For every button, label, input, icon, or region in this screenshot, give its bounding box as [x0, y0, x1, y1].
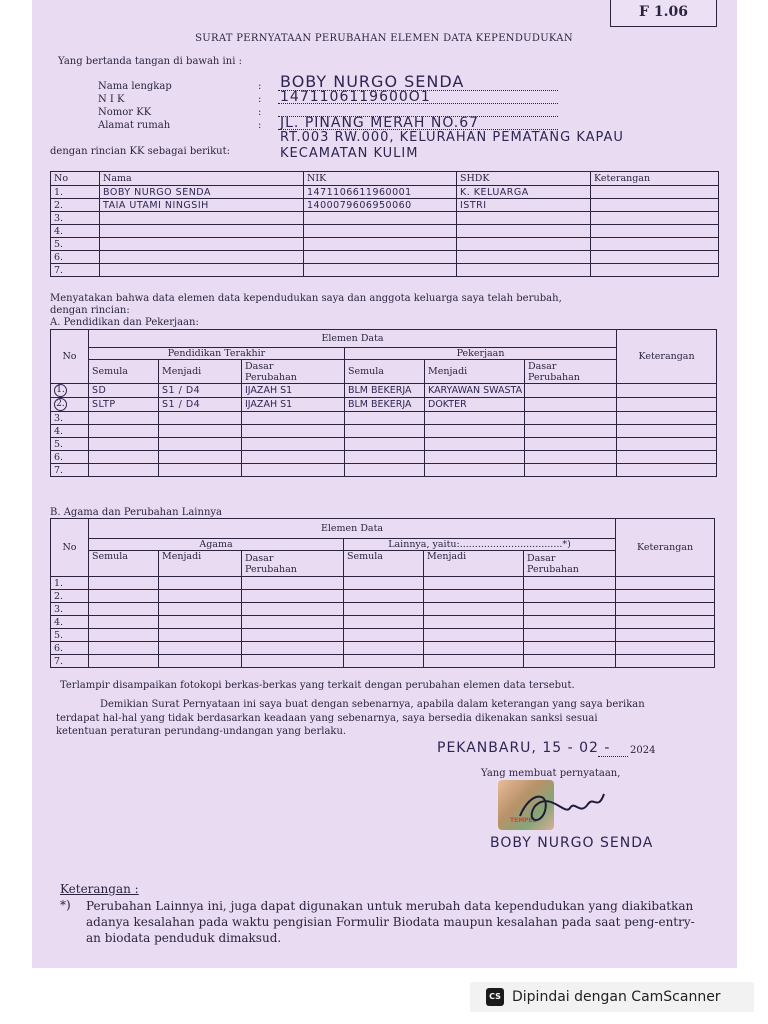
colon: :	[258, 94, 262, 105]
b-header-elemen: Elemen Data	[89, 519, 616, 539]
table-row	[51, 590, 715, 603]
section-a-title: A. Pendidikan dan Pekerjaan:	[50, 317, 199, 328]
kk-nik: 1400079606950060	[304, 199, 457, 212]
table-row	[51, 251, 719, 264]
document-title: SURAT PERNYATAAN PERUBAHAN ELEMEN DATA KEPENDUDUKAN	[195, 33, 573, 44]
a-dasar: IJAZAH S1	[242, 398, 345, 412]
closing-line-1: Demikian Surat Pernyataan ini saya buat dengan sebenarnya, apabila dalam keterangan yang saya berikan	[100, 699, 645, 710]
a-no: 4.	[51, 425, 89, 438]
b-no: 3.	[51, 603, 89, 616]
label-nik: N I K	[98, 94, 125, 105]
place-date: PEKANBARU, 15 - 02 -	[437, 740, 611, 756]
table-row	[51, 629, 715, 642]
table-row	[51, 238, 719, 251]
table-row	[51, 398, 717, 412]
a-header-elemen: Elemen Data	[89, 330, 617, 348]
kk-no: 2.	[51, 199, 100, 212]
a-header-semula: Semula	[345, 360, 425, 384]
a-header-menjadi: Menjadi	[425, 360, 525, 384]
value-alamat-3: KECAMATAN KULIM	[280, 146, 419, 161]
a-semula: SLTP	[89, 398, 159, 412]
b-header-dasar: Dasar	[245, 552, 274, 564]
b-header-semula: Semula	[344, 551, 424, 577]
table-row	[51, 186, 719, 199]
table-row	[51, 412, 717, 425]
table-row	[51, 655, 715, 668]
value-nik: 1471106119600O1	[280, 89, 431, 105]
kk-no: 6.	[51, 251, 100, 264]
section-b-title: B. Agama dan Perubahan Lainnya	[50, 507, 222, 518]
a-no: 7.	[51, 464, 89, 477]
kk-header-no: No	[51, 172, 100, 186]
camscanner-text: Dipindai dengan CamScanner	[512, 989, 721, 1005]
a-dasar	[525, 384, 617, 398]
kk-table	[50, 171, 719, 277]
label-nama: Nama lengkap	[98, 81, 172, 92]
b-header-no: No	[51, 519, 89, 577]
a-header-semula: Semula	[89, 360, 159, 384]
table-row	[51, 642, 715, 655]
table-row	[51, 425, 717, 438]
table-row	[51, 603, 715, 616]
a-menjadi: S1 / D4	[159, 384, 242, 398]
a-no: 5.	[51, 438, 89, 451]
a-semula: BLM BEKERJA	[345, 384, 425, 398]
kk-no: 7.	[51, 264, 100, 277]
table-row	[51, 225, 719, 238]
camscanner-badge	[470, 982, 754, 1012]
kk-nama: BOBY NURGO SENDA	[100, 186, 304, 199]
section-a-table	[50, 329, 717, 477]
b-header-dasar: Dasar	[527, 552, 556, 564]
b-no: 5.	[51, 629, 89, 642]
section-b-table	[50, 518, 715, 668]
footnote-mark: *)	[60, 898, 71, 912]
value-alamat-2: RT.003 RW.000, KELURAHAN PEMATANG KAPAU	[280, 130, 624, 145]
a-header-dasar: Dasar	[245, 360, 274, 372]
form-code: F 1.06	[610, 0, 717, 27]
b-no: 1.	[51, 577, 89, 590]
statement-line-1: Menyatakan bahwa data elemen data kependudukan saya dan anggota keluarga saya telah berubah,	[50, 293, 562, 304]
kk-shdk: K. KELUARGA	[457, 186, 591, 199]
b-header-semula: Semula	[89, 551, 159, 577]
stamp-label: TEMPEL	[510, 817, 537, 824]
row-number-circled: 1.	[54, 384, 67, 397]
a-menjadi: KARYAWAN SWASTA	[425, 384, 525, 398]
kk-no: 1.	[51, 186, 100, 199]
keterangan-label: Keterangan :	[60, 882, 139, 896]
colon: :	[258, 81, 262, 92]
kk-shdk: ISTRI	[457, 199, 591, 212]
kk-header-shdk: SHDK	[457, 172, 591, 186]
b-header-lainnya: Lainnya, yaitu:..................................*)	[344, 539, 616, 551]
kk-ket	[591, 186, 719, 199]
a-semula: SD	[89, 384, 159, 398]
a-header-pendidikan: Pendidikan Terakhir	[89, 348, 345, 360]
intro-text: Yang bertanda tangan di bawah ini :	[58, 56, 242, 67]
signature-scribble	[510, 786, 610, 836]
a-menjadi: S1 / D4	[159, 398, 242, 412]
table-row	[51, 212, 719, 225]
closing-line-3: ketentuan peraturan perundang-undangan yang berlaku.	[56, 726, 347, 737]
table-row	[51, 438, 717, 451]
a-header-dasar: Dasar	[528, 360, 557, 372]
table-row	[51, 464, 717, 477]
b-header-perubahan: Perubahan	[527, 563, 579, 575]
b-no: 4.	[51, 616, 89, 629]
kk-no: 3.	[51, 212, 100, 225]
a-header-menjadi: Menjadi	[159, 360, 242, 384]
b-no: 6.	[51, 642, 89, 655]
attached-note: Terlampir disampaikan fotokopi berkas-berkas yang terkait dengan perubahan elemen data tersebut.	[60, 680, 575, 691]
kk-no: 4.	[51, 225, 100, 238]
a-header-pekerjaan: Pekerjaan	[345, 348, 617, 360]
a-header-keterangan: Keterangan	[617, 330, 717, 384]
b-header-menjadi: Menjadi	[159, 551, 242, 577]
a-header-no: No	[51, 330, 89, 384]
a-menjadi: DOKTER	[425, 398, 525, 412]
colon: :	[258, 120, 262, 131]
year: 2024	[630, 745, 656, 756]
a-no: 6.	[51, 451, 89, 464]
table-row	[51, 199, 719, 212]
kk-nik: 1471106611960001	[304, 186, 457, 199]
kk-header-keterangan: Keterangan	[591, 172, 719, 186]
label-alamat: Alamat rumah	[98, 120, 171, 131]
kk-ket	[591, 199, 719, 212]
a-semula: BLM BEKERJA	[345, 398, 425, 412]
a-dasar: IJAZAH S1	[242, 384, 345, 398]
a-ket	[617, 384, 717, 398]
b-header-perubahan: Perubahan	[245, 563, 297, 575]
kk-header-nama: Nama	[100, 172, 304, 186]
signer-label: Yang membuat pernyataan,	[481, 768, 621, 779]
a-header-perubahan: Perubahan	[245, 371, 297, 383]
table-row	[51, 451, 717, 464]
closing-line-2: terdapat hal-hal yang tidak berdasarkan keadaan yang sebenarnya, saya bersedia dikenakan sanksi sesuai	[56, 713, 598, 724]
a-no: 3.	[51, 412, 89, 425]
a-dasar	[525, 398, 617, 412]
camscanner-logo-icon: CS	[486, 988, 504, 1006]
table-row	[51, 264, 719, 277]
b-header-agama: Agama	[89, 539, 344, 551]
b-no: 2.	[51, 590, 89, 603]
b-header-menjadi: Menjadi	[424, 551, 524, 577]
kk-intro: dengan rincian KK sebagai berikut:	[50, 146, 230, 157]
b-header-keterangan: Keterangan	[616, 519, 715, 577]
row-number-circled: 2.	[54, 398, 67, 411]
table-row	[51, 384, 717, 398]
statement-line-2: dengan rincian:	[50, 305, 130, 316]
b-no: 7.	[51, 655, 89, 668]
a-header-perubahan: Perubahan	[528, 371, 580, 383]
colon: :	[258, 107, 262, 118]
kk-header-nik: NIK	[304, 172, 457, 186]
label-nomor-kk: Nomor KK	[98, 107, 152, 118]
kk-nama: TAIA UTAMI NINGSIH	[100, 199, 304, 212]
value-alamat-1: JL. PINANG MERAH NO.67	[280, 115, 480, 131]
signer-name: BOBY NURGO SENDA	[490, 835, 654, 851]
a-ket	[617, 398, 717, 412]
kk-no: 5.	[51, 238, 100, 251]
footnote-text: Perubahan Lainnya ini, juga dapat digunakan untuk merubah data kependudukan yang diakibatkan adanya kesalahan pada waktu pengisian Formulir Biodata maupun kesalahan pada saat peng-entry-an biodata penduduk dimaksud.	[86, 899, 695, 945]
table-row	[51, 577, 715, 590]
value-nama: BOBY NURGO SENDA	[280, 72, 465, 91]
date-dots	[598, 756, 628, 757]
table-row	[51, 616, 715, 629]
